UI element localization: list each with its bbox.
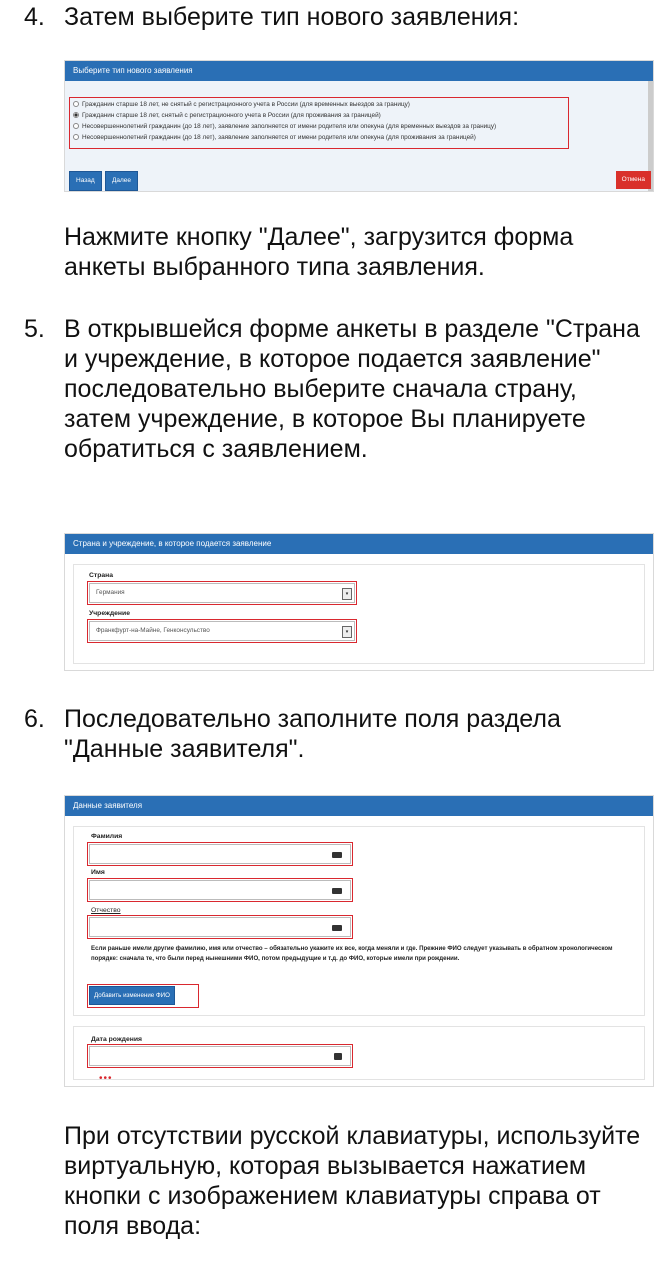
back-button[interactable]: Назад [69, 171, 102, 191]
country-select[interactable]: Германия ▾ [89, 583, 355, 603]
panel-header: Выберите тип нового заявления [65, 61, 653, 81]
step-4-after-text: Нажмите кнопку "Далее", загрузится форма анкеты выбранного типа заявления. [64, 223, 574, 281]
step-6-after-text: При отсутствии русской клавиатуры, используйте виртуальную, которая вызывается нажатием кнопки с изображением клавиатуры справа от поля ввода: [64, 1122, 641, 1240]
step-6-text: Последовательно заполните поля раздела "Данные заявителя". [64, 705, 561, 763]
application-type-options [73, 99, 496, 143]
next-button[interactable]: Далее [105, 171, 138, 191]
option-row[interactable]: Несовершеннолетний гражданин (до 18 лет), заявление заполняется от имени родителя или опекуна (для проживания за границей) [73, 132, 496, 143]
name-change-note: Если раньше имели другие фамилию, имя или отчество – обязательно укажите их все, когда меняли и где. Прежние ФИО следует указывать в обратном хронологическом порядке: сначала те, что были перед нынешними ФИО, потом предыдущие и т.д. до ФИО, которые имели при рождении. [91, 945, 613, 962]
panel-header: Страна и учреждение, в которое подается заявление [65, 534, 653, 554]
step-4-text: Затем выберите тип нового заявления: [64, 3, 520, 31]
name-field[interactable] [89, 880, 351, 900]
option-row[interactable]: Гражданин старше 18 лет, снятый с регистрационного учета в России (для проживания за границей) [73, 110, 496, 121]
step-5-number: 5. [24, 315, 45, 343]
ellipsis-marker: ••• [99, 1073, 113, 1084]
step-5-text: В открывшейся форме анкеты в разделе "Страна и учреждение, в которое подается заявление" последовательно выберите сначала страну, затем учреждение, в которое Вы планируете обратиться с заявлением. [64, 315, 640, 463]
country-office-box [73, 564, 645, 664]
step-6-number: 6. [24, 705, 45, 733]
radio-icon[interactable] [73, 123, 79, 129]
cancel-button[interactable]: Отмена [616, 171, 651, 189]
chevron-down-icon[interactable]: ▾ [342, 588, 352, 600]
radio-icon[interactable] [73, 101, 79, 107]
patronymic-label: Отчество [91, 907, 121, 914]
chevron-down-icon[interactable]: ▾ [342, 626, 352, 638]
patronymic-field[interactable] [89, 917, 351, 937]
surname-field[interactable] [89, 844, 351, 864]
applicant-data-screenshot [64, 795, 654, 1087]
keyboard-icon[interactable] [332, 925, 342, 931]
surname-label: Фамилия [91, 833, 123, 840]
birth-date-label: Дата рождения [91, 1036, 142, 1043]
option-row[interactable]: Гражданин старше 18 лет, не снятый с регистрационного учета в России (для временных выездов за границу) [73, 99, 496, 110]
application-type-screenshot [64, 60, 654, 192]
country-office-screenshot [64, 533, 654, 671]
keyboard-icon[interactable] [332, 852, 342, 858]
step-4-number: 4. [24, 3, 45, 31]
office-label: Учреждение [89, 610, 130, 617]
keyboard-icon[interactable] [332, 888, 342, 894]
office-select[interactable]: Франкфурт-на-Майне, Генконсульство ▾ [89, 621, 355, 641]
country-label: Страна [89, 572, 114, 579]
option-row[interactable]: Несовершеннолетний гражданин (до 18 лет), заявление заполняется от имени родителя или опекуна (для временных выездов за границу) [73, 121, 496, 132]
calendar-icon[interactable] [334, 1053, 342, 1060]
panel-header: Данные заявителя [65, 796, 653, 816]
radio-selected-icon[interactable] [73, 112, 79, 118]
radio-icon[interactable] [73, 134, 79, 140]
birth-date-field[interactable] [89, 1046, 351, 1066]
add-name-change-button[interactable]: Добавить изменение ФИО [89, 986, 175, 1005]
name-label: Имя [91, 869, 105, 876]
